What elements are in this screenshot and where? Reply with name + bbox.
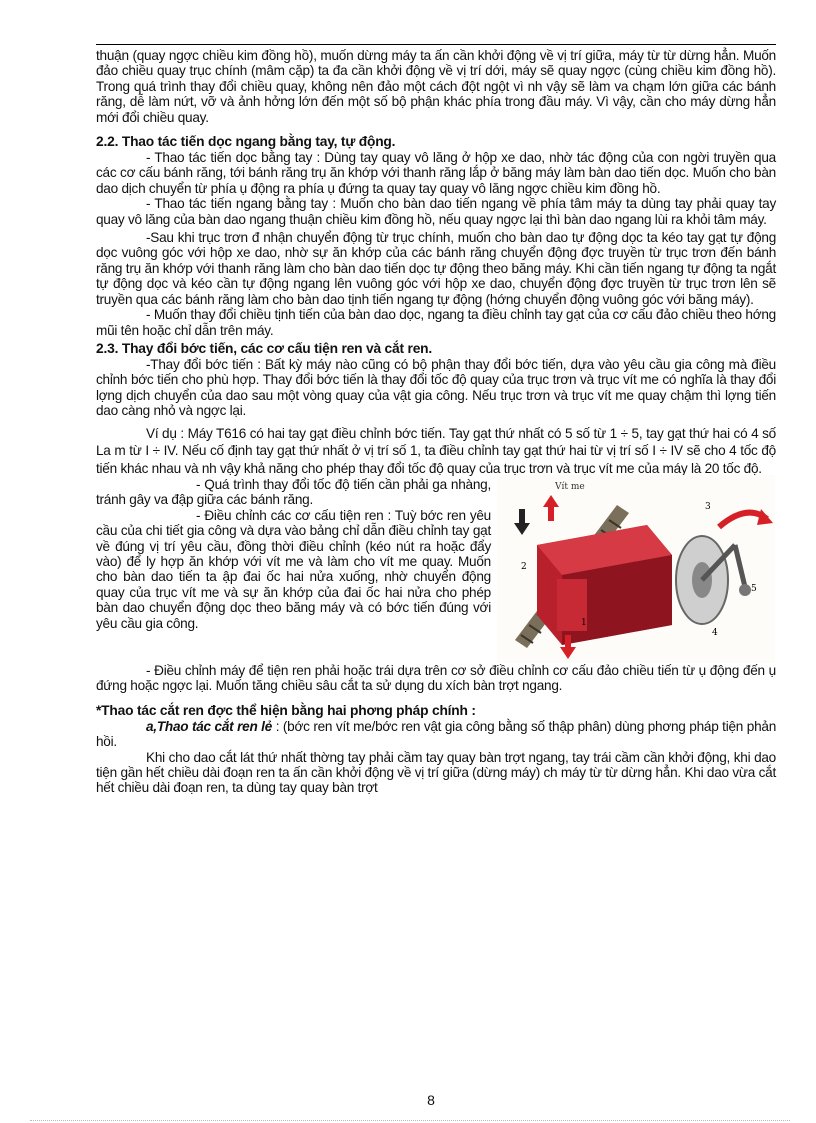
heading-2-2: 2.2. Thao tác tiến dọc ngang bằng tay, tự động. [96, 134, 396, 150]
paragraph-smooth-change: - Quá trình thay đổi tốc độ tiến cần phải ga nhàng, tránh gây va đập giữa các bánh răng. [96, 477, 491, 508]
paragraph-auto-feed: -Sau khi trục trơn đ nhận chuyển động từ trục chính, muốn cho bàn dao tự động dọc ta kéo tay gạt tự động dọc vuông góc với hộp xe dao, nhờ sự ăn khớp của các bánh răng chuyển động đợc truyền từ trục trơn đến bánh răng trụ ăn khớp với thanh răng làm cho bàn dao tiến dọc tự động theo băng máy. Khi cần tiến ngang tự động ta ngắt tự động dọc và kéo cần tự động ngang lên vuông góc với hộp xe dao, chuyển động đợc truyền từ trục trơn lên sẽ truyền qua các bánh răng làm cho bàn dao tịnh tiến ngang tự động (hớng chuyển động vuông góc với băng máy). [96, 230, 776, 307]
half-nut-housing [537, 525, 672, 645]
label-1: 1 [581, 618, 587, 629]
paragraph-odd-thread [96, 719, 776, 750]
paragraph-manual-longitudinal: - Thao tác tiến dọc bằng tay : Dùng tay quay vô lăng ở hộp xe dao, nhờ tác động của con ngời truyền qua các cơ cấu bánh răng, tới bánh răng trụ ăn khớp với thanh răng lắp ở băng máy làm bàn dao tiến dọc. Muốn cho bàn dao dịch chuyển từ phía ụ động ra phía ụ đứng ta quay tay quay vô lăng ngợc chiều kim đồng hồ. [96, 150, 776, 196]
paragraph-reverse: - Muốn thay đổi chiều tịnh tiến của bàn dao dọc, ngang ta điều chỉnh tay gạt của cơ cấu đảo chiều theo hớng mũi tên hoặc chỉ dẫn trên máy. [96, 307, 776, 338]
paragraph-left-right-thread: - Điều chỉnh máy để tiện ren phải hoặc trái dựa trên cơ sở điều chỉnh cơ cấu đảo chiều tiến từ ụ động đến ụ đứng hoặc ngợc lại. Muốn tăng chiều sâu cắt ta sử dụng du xích bàn trợt ngang. [96, 663, 776, 694]
figure-row [96, 477, 776, 663]
odd-thread-label: a,Thao tác cắt ren lẻ [146, 718, 273, 734]
label-2: 2 [521, 562, 527, 573]
label-4: 4 [712, 628, 718, 639]
label-5: 5 [751, 584, 757, 595]
paragraph-intro: thuận (quay ngợc chiều kim đồng hồ), muốn dừng máy ta ấn cần khởi động về vị trí giữa, máy từ từ dừng hẳn. Muốn đảo chiều quay trục chính (mâm cặp) ta đa cần khởi động về vị trí dới, máy sẽ quay ngợc (cùng chiều kim đồng hồ). Trong quá trình thay đổi chiều quay, không nên đảo một cách đột ngột vì nh vậy sẽ làm va chạm lớn giữa các bánh răng, dễ làm nứt, vỡ và ảnh hởng lớn đến một số bộ phận khác phía trong đầu máy. Vì vậy, cần cho máy dừng hẳn mới đổi chiều quay. [96, 48, 776, 125]
heading-thread-methods: *Thao tác cắt ren đợc thể hiện bằng hai phơng pháp chính : [96, 702, 476, 718]
leadscrew-mechanism-figure [497, 475, 775, 663]
label-3: 3 [705, 502, 711, 513]
paragraph-example: Ví dụ : Máy T616 có hai tay gạt điều chỉnh bớc tiến. Tay gạt thứ nhất có 5 số từ 1 ÷ 5, tay gạt thứ hai có 4 số La m từ I ÷ IV. Nếu cố định tay gạt thứ nhất ở vị trí số 1, ta điều chỉnh tay gạt thứ hai từ vị trí số I ÷ IV sẽ cho 4 tốc độ tiến khác nhau và nh vậy khả năng cho phép thay đổi tốc độ quay của trục trơn và trục vít me của máy là 20 tốc độ. [96, 425, 776, 476]
odd-thread-text: : (bớc ren vít me/bớc ren vật gia công bằng số thập phân) dùng phơng pháp tiện phản hồi. [96, 718, 777, 750]
label-vit-me: Vít me [555, 482, 585, 493]
heading-2-3: 2.3. Thay đổi bớc tiến, các cơ cấu tiện ren và cắt ren. [96, 340, 433, 356]
page-body [96, 40, 776, 796]
paragraph-manual-cross: - Thao tác tiến ngang bằng tay : Muốn cho bàn dao tiến ngang về phía tâm máy ta dùng tay phải quay tay quay vô lăng của bàn dao ngang thuận chiều kim đồng hồ, nếu quay ngợc lại thì bàn dao ngang lùi ra khỏi tâm máy. [96, 196, 776, 227]
page-number: 8 [427, 1092, 435, 1108]
footer-rule [30, 1120, 790, 1121]
paragraph-first-cut: Khi cho dao cắt lát thứ nhất thờng tay phải cầm tay quay bàn trợt ngang, tay trái cầm cần khởi động, khi dao tiện gần hết chiều dài đoạn ren ta ấn cần khởi động về vị trí giữa (dừng máy) ch máy từ từ dừng hẳn. Khi dao vừa cắt hết chiều dài đoạn ren, ta dùng tay quay bàn trợt [96, 749, 776, 796]
paragraph-thread-adjust: - Điều chỉnh các cơ cấu tiện ren : Tuỳ bớc ren yêu cầu của chi tiết gia công và dựa vào bảng chỉ dẫn điều chỉnh tay gạt về đúng vị trí yêu cầu, đồng thời điều chỉnh (kéo nút ra hoặc đẩy vào) để ly hợp ăn khớp với vít me và làm cho vít me quay. Muốn cho bàn dao tiến ta ập đai ốc hai nửa xuống, nhờ chuyển động quay của trục vít me và sự ăn khớp của đai ốc hai nửa cho phép bàn dao chuyển động dọc theo băng máy và có bớc tiến đúng với yêu cầu gia công. [96, 507, 491, 631]
paragraph-feed-change: -Thay đổi bớc tiến : Bất kỳ máy nào cũng có bộ phận thay đổi bớc tiến, dựa vào yêu cầu gia công mà điều chỉnh bớc tiến cho phù hợp. Thay đổi bớc tiến là thay đổi tốc độ quay của trục trơn và trục vít me có nghĩa là thay đổi lợng dịch chuyển của dao sau một vòng quay của vật gia công. Nếu trục trơn và trục vít me quay chậm thì lợng tiến dao càng nhỏ và ngợc lại. [96, 356, 776, 419]
